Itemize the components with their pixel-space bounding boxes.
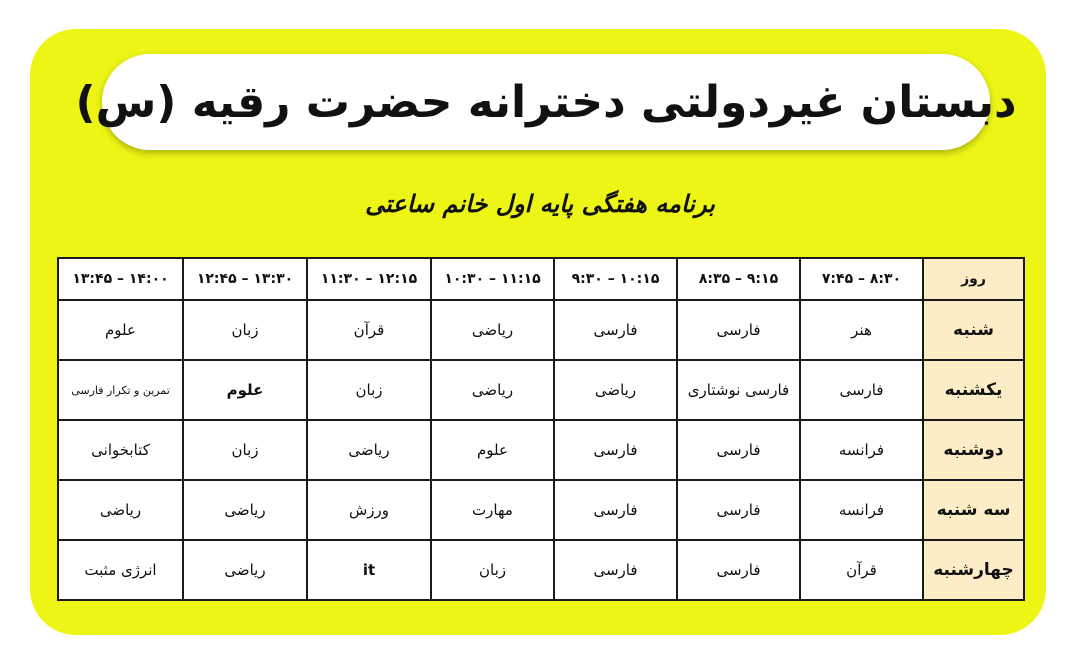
lesson-cell: it	[307, 540, 431, 600]
day-column-header: روز	[923, 258, 1024, 300]
lesson-cell: فارسی	[554, 480, 677, 540]
day-label: سه شنبه	[923, 480, 1024, 540]
table-row-saturday	[58, 300, 1024, 360]
time-slot-3: ۱۰:۱۵ – ۹:۳۰	[554, 258, 677, 300]
table-row-sunday	[58, 360, 1024, 420]
lesson-cell: زبان	[183, 420, 307, 480]
weekly-schedule-table	[57, 257, 1025, 601]
school-title: دبستان غیردولتی دخترانه حضرت رقیه (س)	[75, 76, 1017, 128]
lesson-cell: علوم	[431, 420, 554, 480]
header-row	[58, 258, 1024, 300]
table-row-tuesday	[58, 480, 1024, 540]
lesson-cell: فارسی	[800, 360, 923, 420]
time-slot-4: ۱۱:۱۵ – ۱۰:۳۰	[431, 258, 554, 300]
lesson-cell: زبان	[183, 300, 307, 360]
lesson-cell: کتابخوانی	[58, 420, 183, 480]
lesson-cell: علوم	[58, 300, 183, 360]
lesson-cell: ریاضی	[307, 420, 431, 480]
day-label: دوشنبه	[923, 420, 1024, 480]
day-label: یکشنبه	[923, 360, 1024, 420]
lesson-cell: انرژی مثبت	[58, 540, 183, 600]
lesson-cell: فارسی	[677, 300, 800, 360]
day-label: چهارشنبه	[923, 540, 1024, 600]
time-slot-2: ۹:۱۵ – ۸:۳۵	[677, 258, 800, 300]
lesson-cell: فارسی	[554, 540, 677, 600]
lesson-cell: ریاضی	[554, 360, 677, 420]
lesson-cell: فارسی نوشتاری	[677, 360, 800, 420]
title-banner	[75, 54, 1017, 150]
schedule-subtitle: برنامه هفتگی پایه اول خانم ساعتی	[365, 188, 715, 218]
lesson-cell: ریاضی	[58, 480, 183, 540]
time-slot-5: ۱۲:۱۵ – ۱۱:۳۰	[307, 258, 431, 300]
lesson-cell: علوم	[183, 360, 307, 420]
lesson-cell: فرانسه	[800, 420, 923, 480]
day-label: شنبه	[923, 300, 1024, 360]
lesson-cell: ورزش	[307, 480, 431, 540]
lesson-cell: فرانسه	[800, 480, 923, 540]
lesson-cell: فارسی	[677, 480, 800, 540]
lesson-cell: هنر	[800, 300, 923, 360]
table-row-wednesday	[58, 540, 1024, 600]
lesson-cell: زبان	[307, 360, 431, 420]
lesson-cell: قرآن	[307, 300, 431, 360]
lesson-cell: ریاضی	[183, 480, 307, 540]
lesson-cell: ریاضی	[183, 540, 307, 600]
lesson-cell: قرآن	[800, 540, 923, 600]
lesson-cell: زبان	[431, 540, 554, 600]
lesson-cell: فارسی	[554, 420, 677, 480]
time-slot-7: ۱۴:۰۰ – ۱۳:۴۵	[58, 258, 183, 300]
time-slot-1: ۸:۳۰ – ۷:۴۵	[800, 258, 923, 300]
lesson-cell: فارسی	[677, 540, 800, 600]
lesson-cell: تمرین و تکرار فارسی	[58, 360, 183, 420]
lesson-cell: ریاضی	[431, 360, 554, 420]
lesson-cell: فارسی	[677, 420, 800, 480]
lesson-cell: مهارت	[431, 480, 554, 540]
lesson-cell: ریاضی	[431, 300, 554, 360]
table-row-monday	[58, 420, 1024, 480]
lesson-cell: فارسی	[554, 300, 677, 360]
time-slot-6: ۱۳:۳۰ – ۱۲:۴۵	[183, 258, 307, 300]
